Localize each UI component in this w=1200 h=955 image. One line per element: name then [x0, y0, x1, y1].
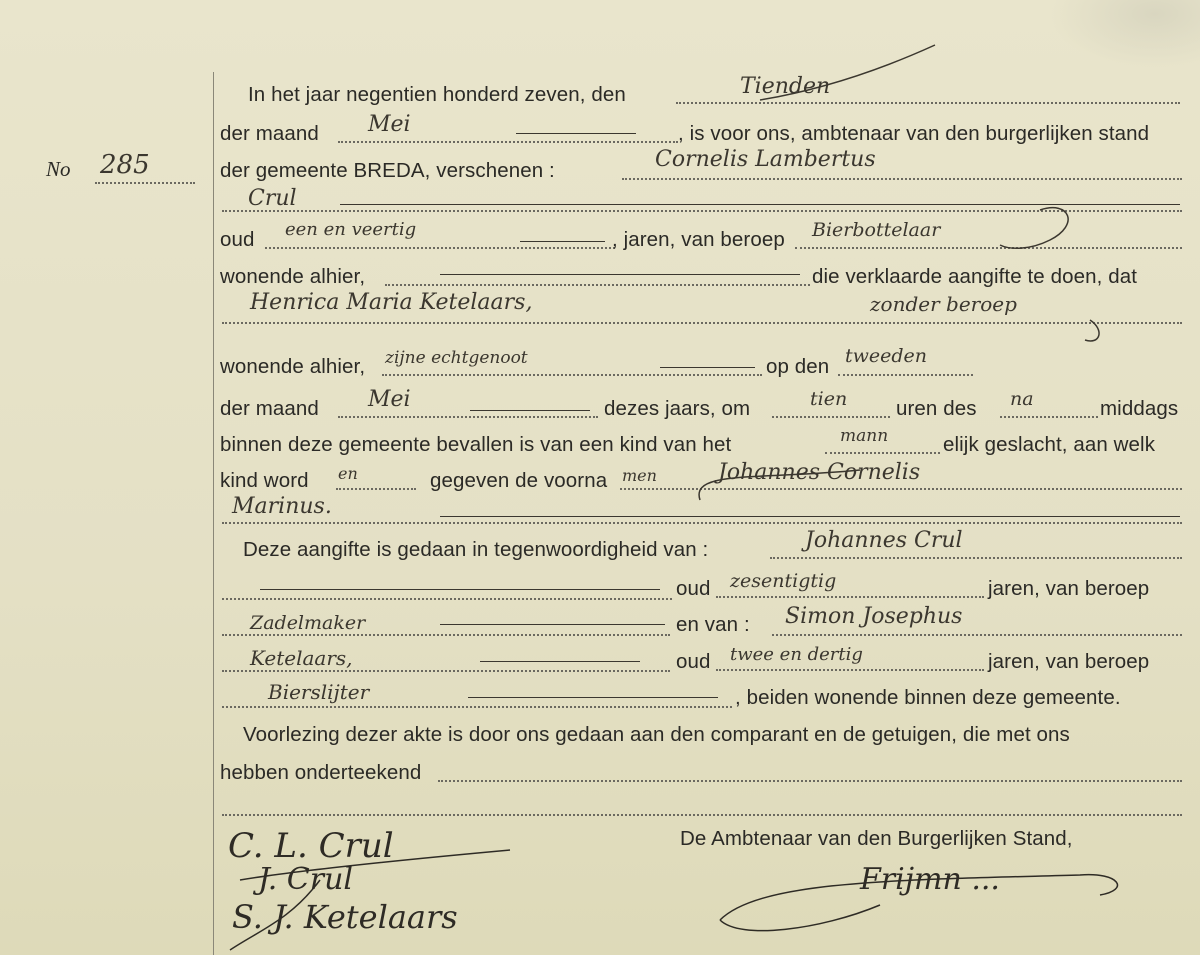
- form-line-14a: oud: [676, 577, 711, 600]
- hw-spouse: zijne echtgenoot: [385, 348, 528, 368]
- form-line-16b: jaren, van beroep: [988, 650, 1150, 673]
- hw-day-2: tweeden: [845, 345, 928, 367]
- hw-mother: Henrica Maria Ketelaars,: [250, 290, 533, 315]
- hw-names-suffix: men: [622, 466, 657, 485]
- signature-witness-1: J. Crul: [258, 862, 353, 897]
- hw-occupation-2: Zadelmaker: [250, 612, 366, 634]
- form-line-11a: kind word: [220, 469, 309, 492]
- signature-witness-2: S. J. Ketelaars: [232, 898, 458, 936]
- form-line-5a: oud: [220, 228, 255, 251]
- form-line-17: , beiden wonende binnen deze gemeente.: [735, 686, 1121, 709]
- form-line-5b: , jaren, van beroep: [612, 228, 785, 251]
- form-line-11b: gegeven de voorna: [430, 469, 608, 492]
- form-line-9d: middags: [1100, 397, 1179, 420]
- hw-hour: tien: [810, 388, 848, 410]
- form-line-9a: der maand: [220, 397, 319, 420]
- hw-month-1: Mei: [368, 112, 411, 137]
- form-line-2b: , is voor ons, ambtenaar van den burgerlijken stand: [678, 122, 1150, 145]
- hw-witness-2-first: Simon Josephus: [785, 604, 963, 629]
- signature-declarant: C. L. Crul: [228, 826, 394, 866]
- form-line-8a: wonende alhier,: [220, 355, 366, 378]
- signature-official: Frijmn ...: [860, 862, 1000, 897]
- hw-witness-2-last: Ketelaars,: [250, 646, 353, 670]
- form-line-10b: elijk geslacht, aan welk: [943, 433, 1156, 456]
- form-line-1: In het jaar negentien honderd zeven, den: [248, 83, 626, 106]
- form-line-8b: op den: [766, 355, 830, 378]
- hw-child-names-1: Johannes Cornelis: [718, 460, 921, 485]
- form-line-18: Voorlezing dezer akte is door ons gedaan aan den comparant en de getuigen, die met ons: [243, 723, 1070, 746]
- form-line-2a: der maand: [220, 122, 319, 145]
- hw-age-1: een en veertig: [285, 219, 417, 240]
- form-line-15: en van :: [676, 613, 750, 636]
- record-number-value: 285: [100, 150, 150, 180]
- hw-month-2: Mei: [368, 387, 411, 412]
- hw-gender: mann: [840, 426, 889, 446]
- form-line-3: der gemeente BREDA, verschenen :: [220, 159, 555, 182]
- form-line-9c: uren des: [896, 397, 977, 420]
- hw-child-suffix: en: [338, 464, 358, 483]
- hw-occupation-1: Bierbottelaar: [812, 219, 941, 241]
- form-line-13: Deze aangifte is gedaan in tegenwoordigheid van :: [243, 538, 709, 561]
- hw-child-names-2: Marinus.: [232, 494, 332, 519]
- hw-age-3: twee en dertig: [730, 644, 863, 665]
- record-number-label: No: [46, 157, 71, 181]
- hw-witness-1: Johannes Crul: [805, 528, 963, 553]
- hw-occupation-3: Bierslijter: [268, 680, 370, 704]
- hw-day: Tienden: [740, 74, 831, 99]
- hw-mother-occupation: zonder beroep: [870, 292, 1017, 316]
- hw-declarant-first: Cornelis Lambertus: [655, 147, 876, 172]
- hw-declarant-last: Crul: [248, 186, 297, 211]
- form-line-10a: binnen deze gemeente bevallen is van een kind van het: [220, 433, 732, 456]
- hw-age-2: zesentigtig: [730, 570, 837, 592]
- form-line-14b: jaren, van beroep: [988, 577, 1150, 600]
- form-line-19: hebben onderteekend: [220, 761, 422, 784]
- hw-ampm: na: [1010, 388, 1034, 410]
- official-title: De Ambtenaar van den Burgerlijken Stand,: [680, 827, 1073, 850]
- form-line-6b: die verklaarde aangifte te doen, dat: [812, 265, 1137, 288]
- form-line-16a: oud: [676, 650, 711, 673]
- form-line-9b: dezes jaars, om: [604, 397, 751, 420]
- form-line-6a: wonende alhier,: [220, 265, 366, 288]
